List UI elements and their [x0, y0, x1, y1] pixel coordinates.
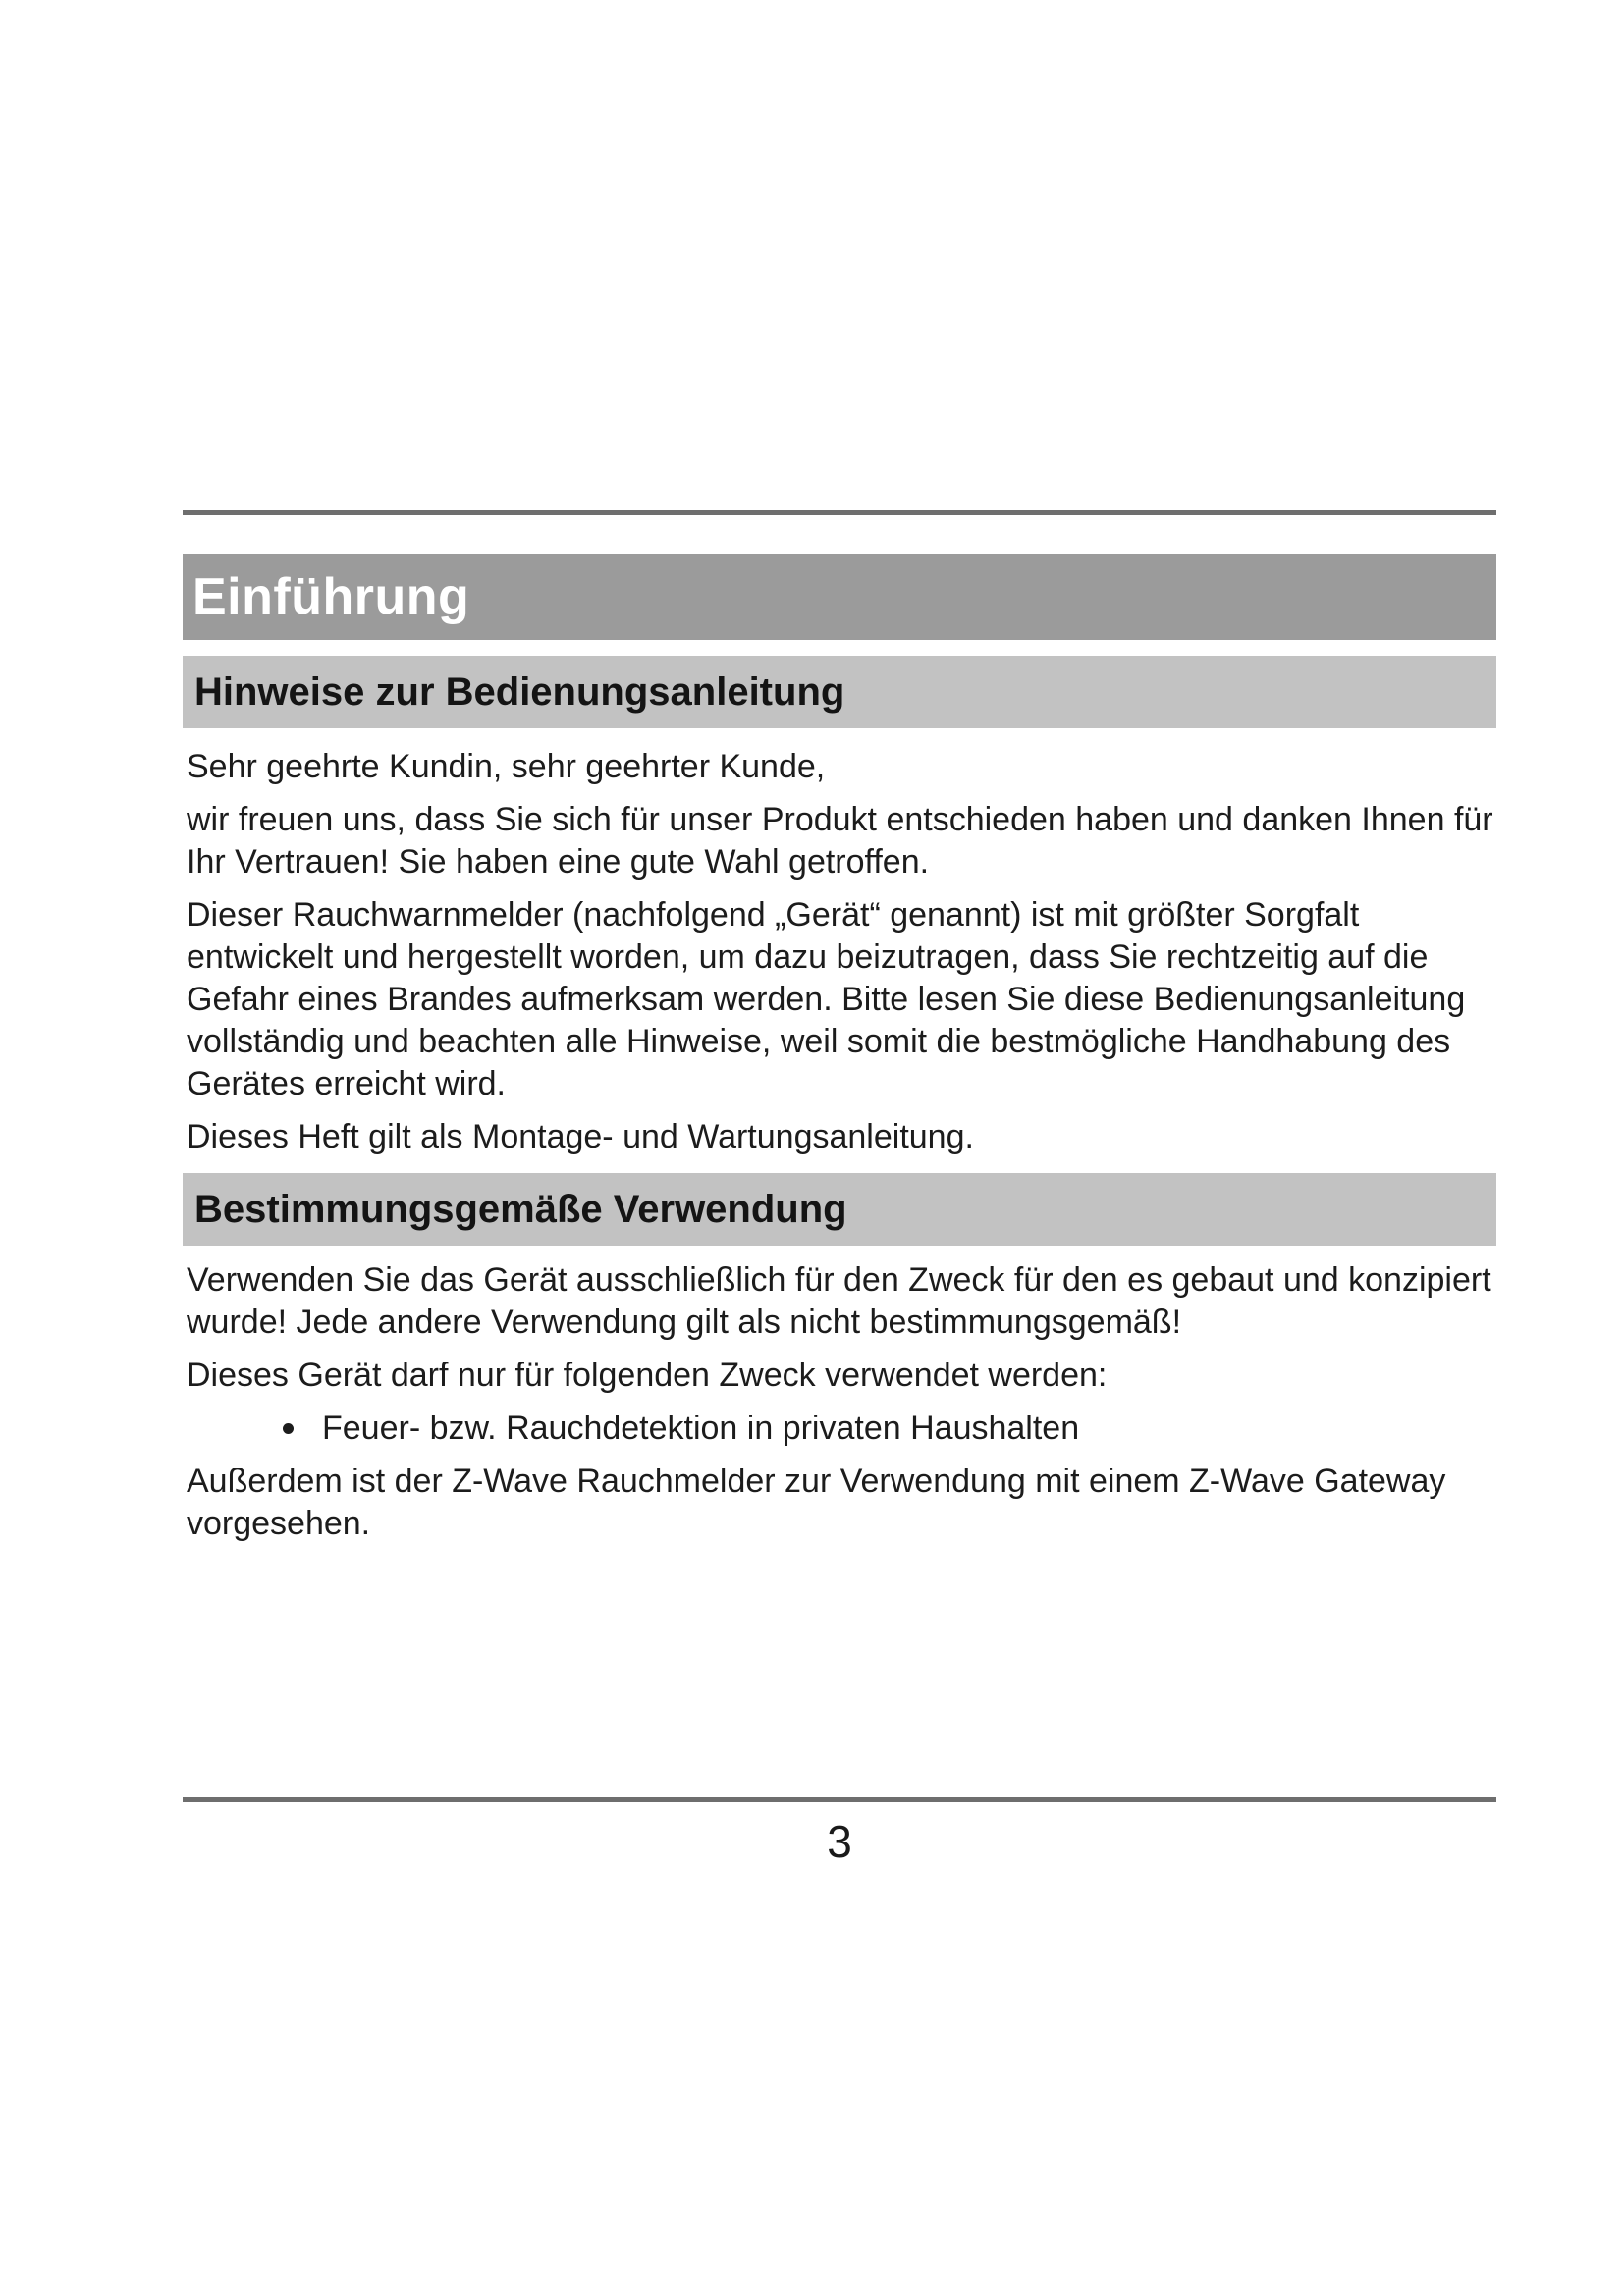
usage-purpose-paragraph: Dieses Gerät darf nur für folgenden Zweck verwendet werden: [187, 1357, 1108, 1394]
page-number: 3 [827, 1816, 852, 1867]
bullet-icon [283, 1423, 294, 1434]
chapter-title: Einführung [192, 568, 470, 625]
salutation-paragraph: Sehr geehrte Kundin, sehr geehrter Kunde, [187, 748, 826, 785]
list-item [283, 1408, 1496, 1450]
thanks-paragraph: wir freuen uns, dass Sie sich für unser Produkt entschieden haben und danken Ihnen für Ihr Vertrauen! Sie haben eine gute Wahl getroffen. [187, 801, 1493, 881]
list-item-text: Feuer- bzw. Rauchdetektion in privaten Haushalten [322, 1410, 1080, 1447]
section-title-instructions: Hinweise zur Bedienungsanleitung [194, 670, 845, 714]
usage-restriction-paragraph: Verwenden Sie das Gerät ausschließlich für den Zweck für den es gebaut und konzipiert wurde! Jede andere Verwendung gilt als nicht bestimmungsgemäß! [187, 1261, 1491, 1341]
section-header-instructions [183, 656, 1496, 728]
section-header-intended-use [183, 1173, 1496, 1246]
bottom-divider [183, 1797, 1496, 1802]
purpose-list [187, 1408, 1496, 1450]
intended-use-body [187, 1259, 1496, 1556]
section-title-intended-use: Bestimmungsgemäße Verwendung [194, 1188, 847, 1231]
manual-scope-paragraph: Dieses Heft gilt als Montage- und Wartungsanleitung. [187, 1118, 974, 1155]
top-divider [183, 510, 1496, 515]
chapter-header [183, 554, 1496, 640]
instructions-body [187, 746, 1496, 1169]
gateway-paragraph: Außerdem ist der Z-Wave Rauchmelder zur Verwendung mit einem Z-Wave Gateway vorgesehen. [187, 1463, 1446, 1542]
device-description-paragraph: Dieser Rauchwarnmelder (nachfolgend „Gerät“ genannt) ist mit größter Sorgfalt entwickelt und hergestellt worden, um dazu beizutragen, dass Sie rechtzeitig auf die Gefahr eines Brandes aufmerksam werden. Bitte lesen Sie diese Bedienungsanleitung vollständig und beachten alle Hinweise, weil somit die bestmögliche Handhabung des Gerätes erreicht wird. [187, 896, 1466, 1102]
